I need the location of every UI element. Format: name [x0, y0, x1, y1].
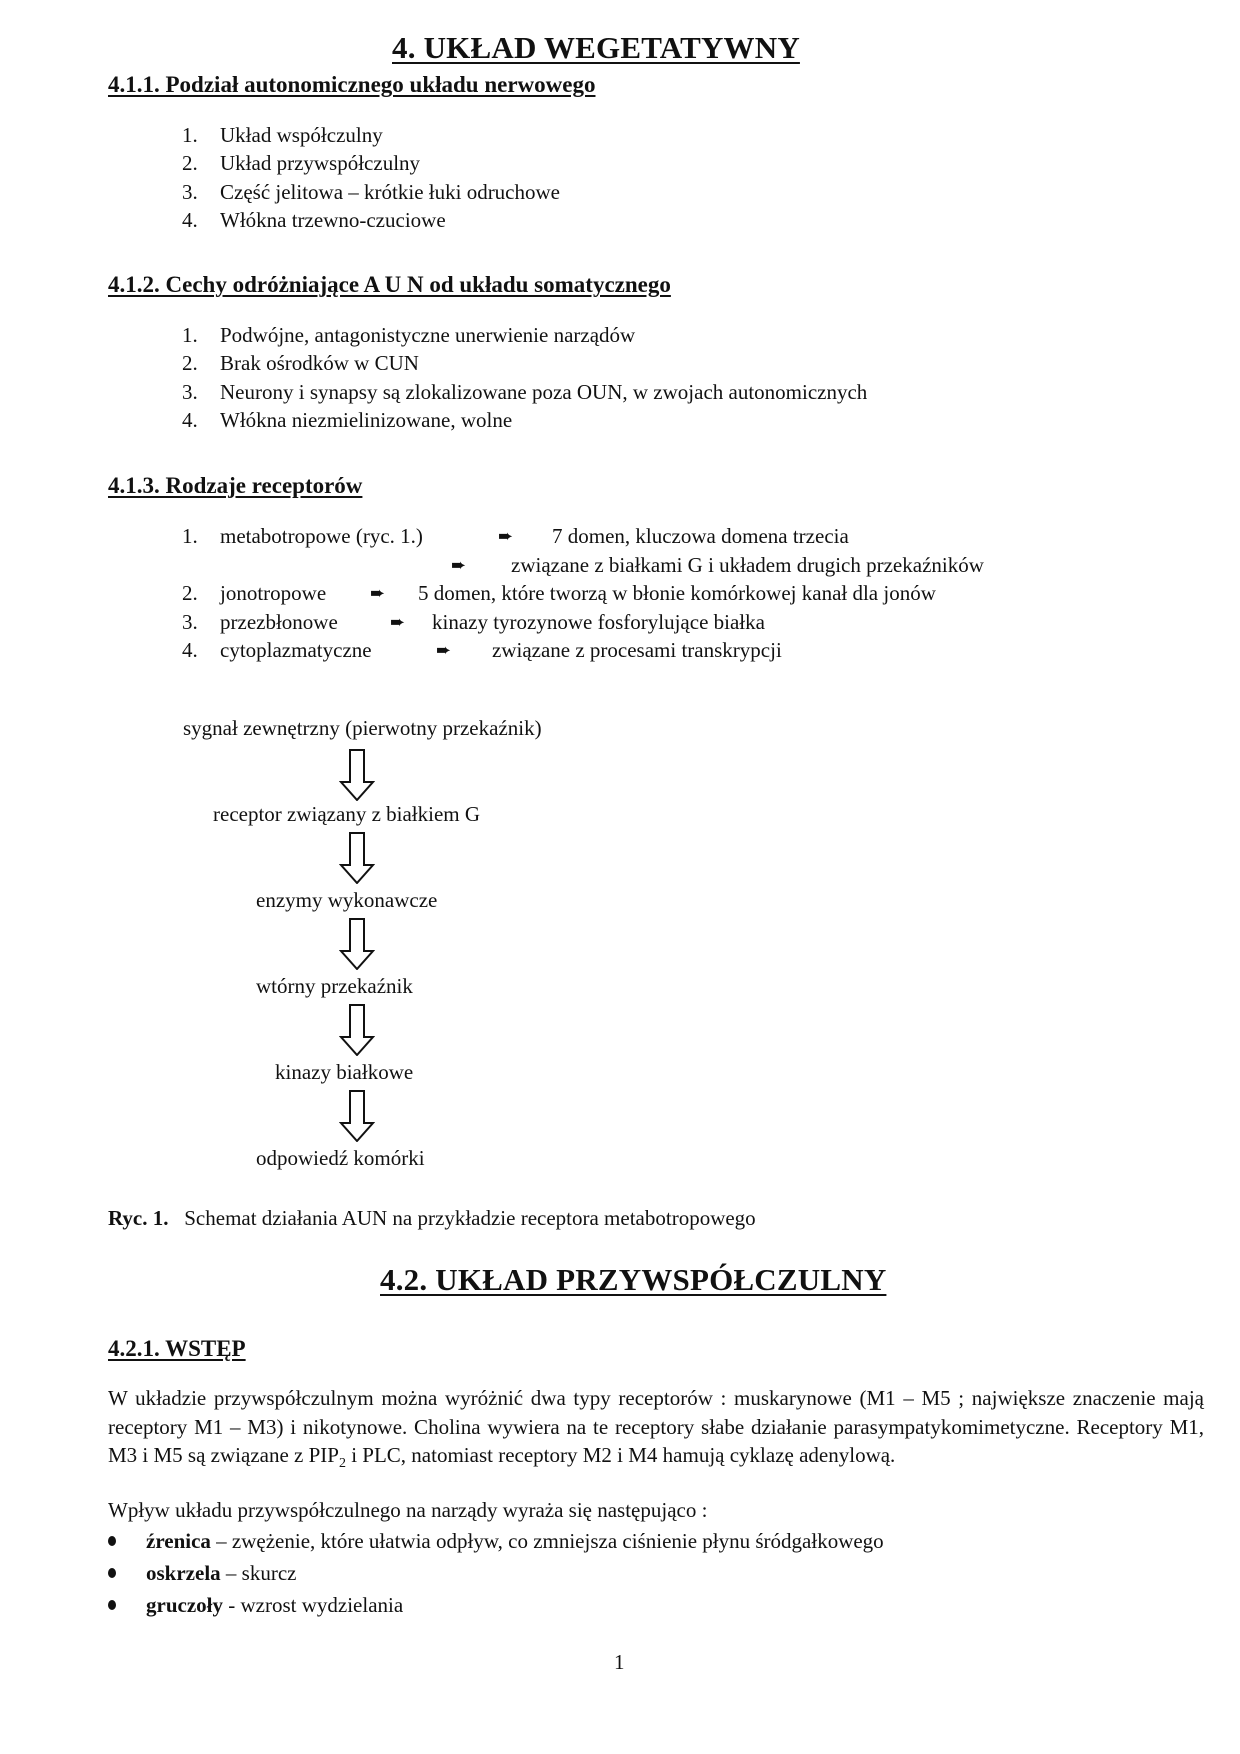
paragraph-text: i PLC, natomiast receptory M2 i M4 hamują cyklazę adenylową.	[345, 1443, 896, 1467]
section-heading-4-1-3: 4.1.3. Rodzaje receptorów	[108, 473, 363, 498]
right-arrow-icon: ➨	[370, 583, 386, 603]
right-arrow-icon: ➨	[451, 555, 467, 575]
down-arrow-icon	[339, 1090, 375, 1142]
list-item	[182, 581, 326, 606]
flow-step: receptor związany z białkiem G	[213, 802, 481, 826]
organ-term: źrenica	[146, 1529, 211, 1553]
item-number: 3.	[182, 380, 198, 404]
item-number: 1.	[182, 524, 198, 548]
down-arrow-icon	[339, 918, 375, 970]
caption-label: Ryc. 1.	[108, 1206, 169, 1230]
list-item	[108, 1593, 403, 1618]
receptor-desc: kinazy tyrozynowe fosforylujące białka	[432, 610, 765, 634]
paragraph-text: W układzie przywspółczulnym można wyróżnić dwa typy receptorów : muskarynowe (M1 – M5 ; największe znaczenie mają receptory M1 – M3) i nikotynowe. Cholina wywiera na te receptory słabe działanie parasympatykomimetyczne. Receptory M1, M3 i M5 są związane z PIP	[108, 1386, 1204, 1467]
item-number: 2.	[182, 351, 198, 375]
receptor-desc: 5 domen, które tworzą w błonie komórkowej kanał dla jonów	[418, 581, 936, 605]
caption-text: Schemat działania AUN na przykładzie receptora metabotropowego	[184, 1206, 756, 1230]
item-number: 1.	[182, 323, 198, 347]
section-heading-4-2-1: 4.2.1. WSTĘP	[108, 1336, 246, 1361]
receptor-term: cytoplazmatyczne	[220, 638, 372, 662]
item-text: Część jelitowa – krótkie łuki odruchowe	[220, 180, 560, 204]
page-title: 4. UKŁAD WEGETATYWNY	[392, 30, 800, 65]
item-text: Neurony i synapsy są zlokalizowane poza OUN, w zwojach autonomicznych	[220, 380, 868, 404]
item-text: Układ przywspółczulny	[220, 151, 421, 175]
item-number: 4.	[182, 638, 198, 662]
organ-effect: – zwężenie, które ułatwia odpływ, co zmniejsza ciśnienie płynu śródgałkowego	[210, 1529, 884, 1553]
section-heading-4-1-1: 4.1.1. Podział autonomicznego układu nerwowego	[108, 72, 596, 97]
page-number: 1	[614, 1650, 625, 1674]
receptor-term: metabotropowe (ryc. 1.)	[220, 524, 423, 548]
right-arrow-icon: ➨	[390, 612, 406, 632]
item-text: Brak ośrodków w CUN	[220, 351, 419, 375]
bullet-icon	[108, 1600, 116, 1610]
list-item	[182, 208, 446, 233]
right-arrow-icon: ➨	[436, 640, 452, 660]
item-number: 2.	[182, 581, 198, 605]
list-item	[182, 323, 635, 348]
list-item	[182, 610, 338, 635]
section-heading-4-2: 4.2. UKŁAD PRZYWSPÓŁCZULNY	[380, 1262, 887, 1297]
organ-term: oskrzela	[146, 1561, 221, 1585]
flow-step: kinazy białkowe	[275, 1060, 414, 1084]
receptor-desc: 7 domen, kluczowa domena trzecia	[552, 524, 849, 548]
item-number: 3.	[182, 180, 198, 204]
item-text: Podwójne, antagonistyczne unerwienie narządów	[220, 323, 636, 347]
flow-step: odpowiedź komórki	[256, 1146, 425, 1170]
item-number: 1.	[182, 123, 198, 147]
down-arrow-icon	[339, 832, 375, 884]
flow-step: enzymy wykonawcze	[256, 888, 438, 912]
right-arrow-icon: ➨	[498, 526, 514, 546]
down-arrow-icon	[339, 749, 375, 801]
flow-step: sygnał zewnętrzny (pierwotny przekaźnik)	[183, 716, 542, 740]
bullet-icon	[108, 1568, 116, 1578]
organ-effect: – skurcz	[220, 1561, 297, 1585]
item-text: Włókna trzewno-czuciowe	[220, 208, 446, 232]
organ-effect: - wzrost wydzielania	[222, 1593, 404, 1617]
list-item	[182, 408, 512, 433]
receptor-desc: związane z procesami transkrypcji	[492, 638, 782, 662]
list-item	[182, 180, 560, 205]
organ-term: gruczoły	[146, 1593, 223, 1617]
list-item	[182, 351, 419, 376]
list-item	[108, 1529, 884, 1554]
intro-paragraph	[108, 1384, 1204, 1479]
item-number: 3.	[182, 610, 198, 634]
section-heading-4-1-2: 4.1.2. Cechy odróżniające A U N od układu somatycznego	[108, 272, 671, 297]
effects-intro: Wpływ układu przywspółczulnego na narządy wyraża się następująco :	[108, 1498, 708, 1522]
bullet-icon	[108, 1536, 116, 1546]
figure-caption	[108, 1206, 756, 1231]
list-item	[182, 380, 867, 405]
item-text: Włókna niezmielinizowane, wolne	[220, 408, 513, 432]
list-item	[182, 123, 383, 148]
item-text: Układ współczulny	[220, 123, 383, 147]
flow-step: wtórny przekaźnik	[256, 974, 413, 998]
receptor-term: jonotropowe	[220, 581, 327, 605]
list-item	[182, 638, 372, 663]
item-number: 4.	[182, 408, 198, 432]
list-item	[182, 151, 420, 176]
receptor-desc: związane z białkami G i układem drugich przekaźników	[511, 553, 984, 577]
list-item	[182, 524, 423, 549]
list-item	[108, 1561, 296, 1586]
item-number: 2.	[182, 151, 198, 175]
receptor-term: przezbłonowe	[220, 610, 338, 634]
item-number: 4.	[182, 208, 198, 232]
subscript: 2	[338, 1456, 346, 1472]
down-arrow-icon	[339, 1004, 375, 1056]
